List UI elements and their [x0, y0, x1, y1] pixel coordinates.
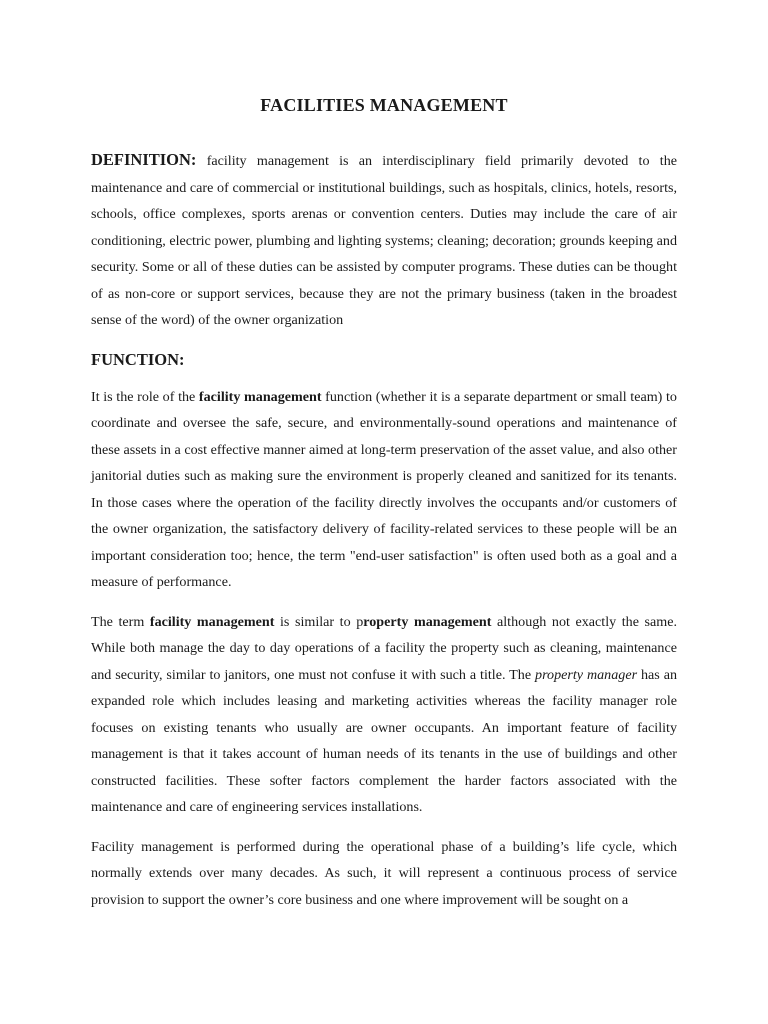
- para1-bold-facility-management: facility management: [198, 388, 322, 405]
- definition-paragraph: [91, 147, 677, 334]
- function-paragraph-3: Facility management is performed during the operational phase of a building’s life cycle, which normally extends over many decades. As such, it will represent a continuous process of service provision to support the owner’s core business and one where improvement will be sought on a: [91, 838, 677, 908]
- para2-text-4: has an expanded role which includes leasing and marketing activities whereas the facility manager role focuses on existing tenants who usually are owner occupants. An important feature of facility management is that it takes account of human needs of its tenants in the use of buildings and other constructed facilities. These softer factors complement the harder factors associated with the maintenance and care of engineering services installations.: [91, 666, 677, 815]
- para2-text-3: although not exactly the same. While both manage the day to day operations of a facility the property such as cleaning, maintenance and security, similar to janitors, one must not confuse it with such a title. The: [91, 613, 677, 683]
- para1-text-2: function (whether it is a separate department or small team) to coordinate and oversee the safe, secure, and environmentally-sound operations and maintenance of these assets in a cost effective manner aimed at long-term preservation of the asset value, and also other janitorial duties such as making sure the environment is properly cleaned and sanitized for its tenants. In those cases where the operation of the facility directly involves the occupants and/or customers of the owner organization, the satisfactory delivery of facility-related services to these people will be an important consideration too; hence, the term "end-user satisfaction" is often used both as a goal and a measure of performance.: [91, 388, 677, 590]
- para2-text-1: The term: [91, 613, 150, 630]
- para2-bold-facility-management: facility management: [149, 613, 275, 630]
- para2-text-2: is similar to p: [274, 613, 364, 630]
- definition-text: facility management is an interdisciplinary field primarily devoted to the maintenance and care of commercial or institutional buildings, such as hospitals, clinics, hotels, resorts, schools, office complexes, sports arenas or convention centers. Duties may include the care of air conditioning, electric power, plumbing and lighting systems; cleaning; decoration; grounds keeping and security. Some or all of these duties can be assisted by computer programs. These duties can be thought of as non-core or support services, because they are not the primary business (taken in the broadest sense of the word) of the owner organization: [91, 153, 677, 328]
- document-title: FACILITIES MANAGEMENT: [260, 95, 508, 115]
- definition-label: DEFINITION:: [91, 150, 197, 169]
- para2-italic-property-manager: property manager: [535, 666, 638, 683]
- function-heading: FUNCTION:: [91, 349, 185, 369]
- document-body: [91, 93, 677, 913]
- function-paragraph-1: [91, 384, 677, 596]
- function-paragraph-2: [91, 609, 677, 821]
- para1-text-1: It is the role of the: [91, 388, 199, 405]
- para2-bold-property-management: roperty management: [363, 613, 492, 630]
